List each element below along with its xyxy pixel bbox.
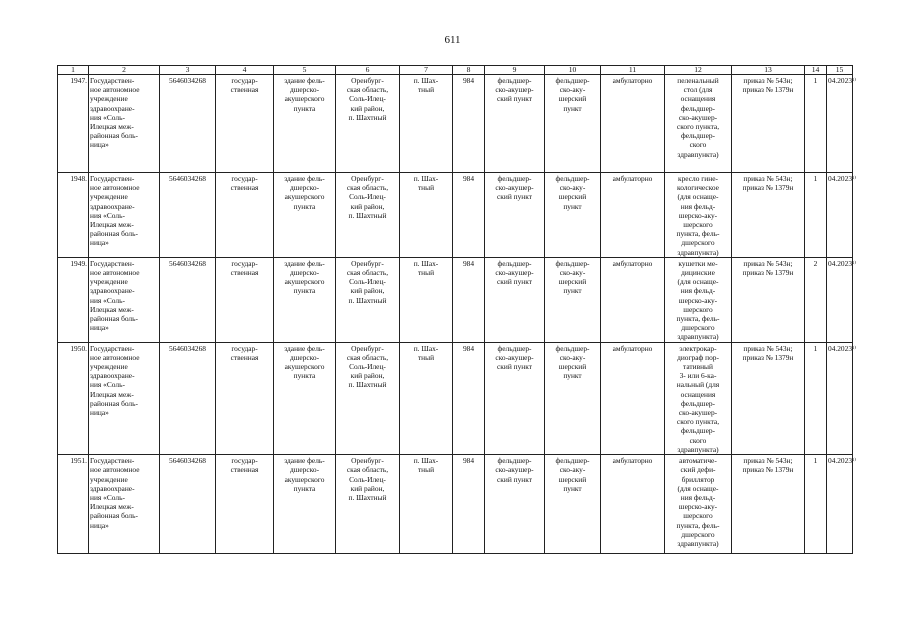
settlement: п. Шах- тный: [400, 342, 453, 454]
column-number: 8: [453, 66, 485, 75]
population: 984: [453, 342, 485, 454]
column-number: 4: [216, 66, 274, 75]
equipment-table: [57, 65, 857, 554]
address: Оренбург- ская область, Соль-Илец- кий район, п. Шахтный: [336, 342, 400, 454]
ownership-form: государ- ственная: [216, 75, 274, 173]
inn: 5646034268: [160, 342, 216, 454]
unit-name: фельдшер- ско-аку- шерский пункт: [545, 75, 601, 173]
column-number: 11: [601, 66, 665, 75]
address: Оренбург- ская область, Соль-Илец- кий район, п. Шахтный: [336, 173, 400, 258]
column-number: 13: [732, 66, 805, 75]
care-type: амбулаторно: [601, 342, 665, 454]
care-type: амбулаторно: [601, 455, 665, 554]
inn: 5646034268: [160, 257, 216, 342]
unit-type: фельдшер- ско-акушер- ский пункт: [485, 257, 545, 342]
care-type: амбулаторно: [601, 75, 665, 173]
ownership-form: государ- ственная: [216, 173, 274, 258]
date: 04.2023¹⁾: [827, 75, 853, 173]
equipment: кушетки ме- дицинские (для оснаще- ния фельд- шерско-аку- шерского пункта, фель- дшерского здравпункта): [665, 257, 732, 342]
ownership-form: государ- ственная: [216, 342, 274, 454]
column-number: 3: [160, 66, 216, 75]
address: Оренбург- ская область, Соль-Илец- кий район, п. Шахтный: [336, 75, 400, 173]
building: здание фель- дшерско- акушерского пункта: [274, 342, 336, 454]
page-number: 611: [444, 34, 461, 46]
order-reference: приказ № 543н; приказ № 1379н: [732, 173, 805, 258]
organization-name: Государствен- ное автономное учреждение здравоохране- ния «Соль- Илецкая меж- районная боль- ница»: [89, 342, 160, 454]
column-number: 12: [665, 66, 732, 75]
building: здание фель- дшерско- акушерского пункта: [274, 257, 336, 342]
order-reference: приказ № 543н; приказ № 1379н: [732, 455, 805, 554]
address: Оренбург- ская область, Соль-Илец- кий район, п. Шахтный: [336, 257, 400, 342]
order-reference: приказ № 543н; приказ № 1379н: [732, 342, 805, 454]
building: здание фель- дшерско- акушерского пункта: [274, 173, 336, 258]
unit-type: фельдшер- ско-акушер- ский пункт: [485, 173, 545, 258]
column-number: 14: [805, 66, 827, 75]
care-type: амбулаторно: [601, 257, 665, 342]
column-number: 1: [58, 66, 89, 75]
quantity: 1: [805, 342, 827, 454]
organization-name: Государствен- ное автономное учреждение здравоохране- ния «Соль- Илецкая меж- районная боль- ница»: [89, 75, 160, 173]
ownership-form: государ- ственная: [216, 257, 274, 342]
unit-name: фельдшер- ско-аку- шерский пункт: [545, 173, 601, 258]
organization-name: Государствен- ное автономное учреждение здравоохране- ния «Соль- Илецкая меж- районная боль- ница»: [89, 257, 160, 342]
quantity: 1: [805, 173, 827, 258]
column-number-row: [58, 66, 853, 75]
inn: 5646034268: [160, 75, 216, 173]
population: 984: [453, 257, 485, 342]
row-number: 1947.: [58, 75, 89, 173]
care-type: амбулаторно: [601, 173, 665, 258]
date: 04.2023¹⁾: [827, 173, 853, 258]
table-row: [58, 173, 853, 258]
equipment: кресло гине- кологическое (для оснаще- ния фельд- шерско-аку- шерского пункта, фель- дшерского здравпункта): [665, 173, 732, 258]
row-number: 1951.: [58, 455, 89, 554]
quantity: 1: [805, 75, 827, 173]
table-row: [58, 342, 853, 454]
table-row: [58, 257, 853, 342]
unit-name: фельдшер- ско-аку- шерский пункт: [545, 342, 601, 454]
settlement: п. Шах- тный: [400, 75, 453, 173]
date: 04.2023¹⁾: [827, 342, 853, 454]
date: 04.2023¹⁾: [827, 455, 853, 554]
unit-name: фельдшер- ско-аку- шерский пункт: [545, 455, 601, 554]
settlement: п. Шах- тный: [400, 257, 453, 342]
unit-name: фельдшер- ско-аку- шерский пункт: [545, 257, 601, 342]
inn: 5646034268: [160, 173, 216, 258]
unit-type: фельдшер- ско-акушер- ский пункт: [485, 342, 545, 454]
organization-name: Государствен- ное автономное учреждение здравоохране- ния «Соль- Илецкая меж- районная боль- ница»: [89, 173, 160, 258]
order-reference: приказ № 543н; приказ № 1379н: [732, 75, 805, 173]
population: 984: [453, 455, 485, 554]
unit-type: фельдшер- ско-акушер- ский пункт: [485, 75, 545, 173]
organization-name: Государствен- ное автономное учреждение здравоохране- ния «Соль- Илецкая меж- районная боль- ница»: [89, 455, 160, 554]
row-number: 1950.: [58, 342, 89, 454]
equipment: электрокар- диограф пор- тативный 3- или 6-ка- нальный (для оснащения фельдшер- ско-акушер- ского пункта, фельдшер- ского здравпункта): [665, 342, 732, 454]
column-number: 10: [545, 66, 601, 75]
order-reference: приказ № 543н; приказ № 1379н: [732, 257, 805, 342]
row-number: 1948.: [58, 173, 89, 258]
equipment: автоматиче- ский дефи- бриллятор (для оснаще- ния фельд- шерско-аку- шерского пункта, фель- дшерского здравпункта): [665, 455, 732, 554]
population: 984: [453, 75, 485, 173]
date: 04.2023¹⁾: [827, 257, 853, 342]
table-row: [58, 75, 853, 173]
address: Оренбург- ская область, Соль-Илец- кий район, п. Шахтный: [336, 455, 400, 554]
unit-type: фельдшер- ско-акушер- ский пункт: [485, 455, 545, 554]
column-number: 7: [400, 66, 453, 75]
column-number: 2: [89, 66, 160, 75]
ownership-form: государ- ственная: [216, 455, 274, 554]
settlement: п. Шах- тный: [400, 455, 453, 554]
row-number: 1949.: [58, 257, 89, 342]
column-number: 15: [827, 66, 853, 75]
quantity: 2: [805, 257, 827, 342]
table-row: [58, 455, 853, 554]
column-number: 9: [485, 66, 545, 75]
quantity: 1: [805, 455, 827, 554]
settlement: п. Шах- тный: [400, 173, 453, 258]
population: 984: [453, 173, 485, 258]
column-number: 6: [336, 66, 400, 75]
building: здание фель- дшерско- акушерского пункта: [274, 455, 336, 554]
inn: 5646034268: [160, 455, 216, 554]
building: здание фель- дшерско- акушерского пункта: [274, 75, 336, 173]
equipment: пеленальный стол (для оснащения фельдшер- ско-акушер- ского пункта, фельдшер- ского здравпункта): [665, 75, 732, 173]
column-number: 5: [274, 66, 336, 75]
